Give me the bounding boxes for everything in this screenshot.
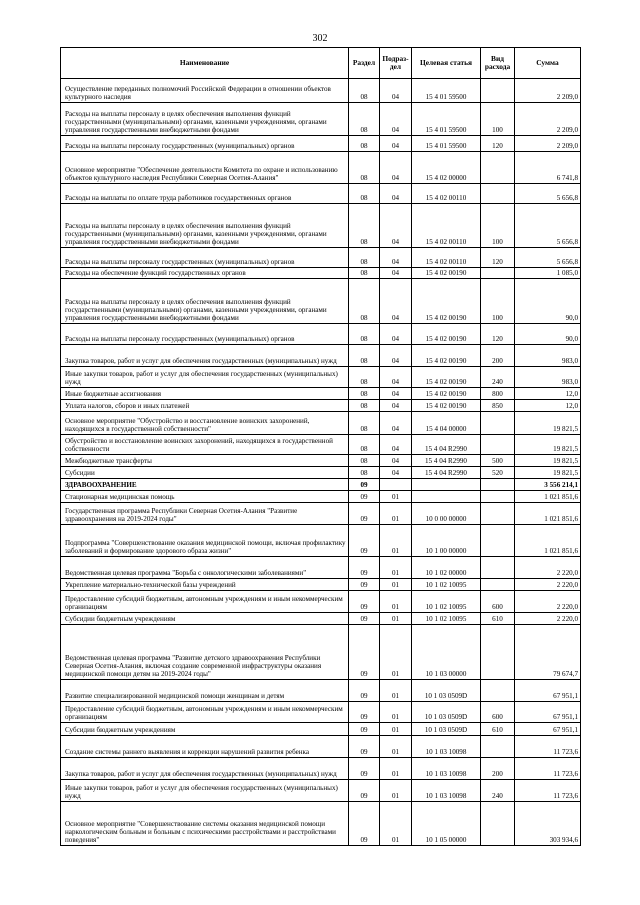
row-section: 08 [349, 268, 380, 279]
table-row [61, 802, 581, 846]
row-name: Закупка товаров, работ и услуг для обеспечения государственных (муниципальных) нужд [61, 345, 349, 367]
table-row [61, 204, 581, 248]
row-amount: 12,0 [515, 388, 581, 400]
row-section: 08 [349, 324, 380, 345]
row-section: 08 [349, 388, 380, 400]
row-subsection [380, 479, 412, 491]
row-name: Обустройство и восстановление воинских захоронений, находящихся в государственной собственности [61, 435, 349, 455]
row-subsection: 01 [380, 736, 412, 758]
row-expense-type [481, 435, 515, 455]
row-expense-type: 800 [481, 388, 515, 400]
row-amount: 5 656,8 [515, 184, 581, 204]
table-row [61, 736, 581, 758]
row-name: Иные бюджетные ассигнования [61, 388, 349, 400]
row-expense-type [481, 184, 515, 204]
row-section: 08 [349, 400, 380, 412]
row-name: Основное мероприятие "Совершенствование системы оказания медицинской помощи наркологическим больным и больным с психическими расстройствами и расстройствами поведения" [61, 802, 349, 846]
row-amount: 67 951,1 [515, 680, 581, 702]
row-subsection: 04 [380, 367, 412, 388]
row-section: 08 [349, 136, 380, 152]
row-subsection: 01 [380, 758, 412, 780]
row-section: 09 [349, 736, 380, 758]
row-amount: 303 934,6 [515, 802, 581, 846]
table-row [61, 702, 581, 723]
row-expense-type: 600 [481, 591, 515, 613]
row-amount: 79 674,7 [515, 625, 581, 680]
row-expense-type [481, 525, 515, 557]
row-subsection: 04 [380, 400, 412, 412]
table-row [61, 136, 581, 152]
row-name: Основное мероприятие "Обустройство и восстановление воинских захоронений, находящихся в государственной собственности" [61, 412, 349, 435]
table-row [61, 184, 581, 204]
row-expense-type: 120 [481, 136, 515, 152]
row-article: 10 1 00 00000 [412, 525, 481, 557]
row-expense-type [481, 579, 515, 591]
row-subsection: 01 [380, 625, 412, 680]
row-expense-type [481, 79, 515, 103]
row-expense-type: 120 [481, 248, 515, 268]
row-section: 09 [349, 702, 380, 723]
row-section: 08 [349, 248, 380, 268]
row-amount: 983,0 [515, 345, 581, 367]
row-name: Предоставление субсидий бюджетным, автономным учреждениям и иным некоммерческим организациям [61, 591, 349, 613]
row-section: 09 [349, 557, 380, 579]
row-article: 15 4 04 R2990 [412, 467, 481, 479]
row-amount: 67 951,1 [515, 723, 581, 736]
row-article: 15 4 02 00190 [412, 367, 481, 388]
row-section: 09 [349, 525, 380, 557]
budget-table [60, 47, 581, 846]
row-expense-type: 100 [481, 204, 515, 248]
row-expense-type: 120 [481, 324, 515, 345]
table-row [61, 367, 581, 388]
header-section: Раздел [349, 48, 380, 79]
row-expense-type [481, 680, 515, 702]
row-section: 08 [349, 345, 380, 367]
row-section: 08 [349, 103, 380, 136]
table-row [61, 400, 581, 412]
table-row [61, 455, 581, 467]
row-name: Подпрограмма "Совершенствование оказания медицинской помощи, включая профилактику заболеваний и формирование здорового образа жизни" [61, 525, 349, 557]
row-amount: 67 951,1 [515, 702, 581, 723]
row-name: Расходы на выплаты персоналу государственных (муниципальных) органов [61, 324, 349, 345]
row-subsection: 04 [380, 268, 412, 279]
row-article: 15 4 01 59500 [412, 79, 481, 103]
row-expense-type [481, 479, 515, 491]
table-row [61, 557, 581, 579]
table-row [61, 491, 581, 503]
row-article: 10 1 03 0509D [412, 723, 481, 736]
row-section: 08 [349, 279, 380, 324]
row-expense-type: 240 [481, 780, 515, 802]
row-amount: 2 220,0 [515, 557, 581, 579]
row-name: Ведомственная целевая программа "Борьба с онкологическими заболеваниями" [61, 557, 349, 579]
row-subsection: 01 [380, 702, 412, 723]
row-name: Уплата налогов, сборов и иных платежей [61, 400, 349, 412]
header-name: Наименование [61, 48, 349, 79]
row-article: 15 4 01 59500 [412, 136, 481, 152]
row-subsection: 01 [380, 802, 412, 846]
row-article: 15 4 02 00190 [412, 279, 481, 324]
row-section: 09 [349, 802, 380, 846]
row-amount: 90,0 [515, 279, 581, 324]
table-row [61, 248, 581, 268]
row-expense-type: 610 [481, 613, 515, 625]
row-article: 15 4 02 00190 [412, 400, 481, 412]
row-article: 15 4 02 00110 [412, 184, 481, 204]
row-article: 15 4 02 00190 [412, 388, 481, 400]
row-subsection: 04 [380, 435, 412, 455]
row-amount: 19 821,5 [515, 412, 581, 435]
row-amount: 2 209,0 [515, 79, 581, 103]
row-expense-type [481, 491, 515, 503]
table-row [61, 479, 581, 491]
row-subsection: 01 [380, 503, 412, 525]
row-section: 08 [349, 79, 380, 103]
row-article: 15 4 04 00000 [412, 412, 481, 435]
row-name: Расходы на выплаты персоналу государственных (муниципальных) органов [61, 248, 349, 268]
row-amount: 3 556 214,1 [515, 479, 581, 491]
table-row [61, 152, 581, 184]
row-article: 15 4 02 00190 [412, 345, 481, 367]
row-subsection: 01 [380, 525, 412, 557]
row-subsection: 01 [380, 680, 412, 702]
table-row [61, 613, 581, 625]
row-name: Расходы на обеспечение функций государственных органов [61, 268, 349, 279]
row-subsection: 04 [380, 324, 412, 345]
table-row [61, 103, 581, 136]
row-article: 15 4 02 00190 [412, 324, 481, 345]
row-name: ЗДРАВООХРАНЕНИЕ [61, 479, 349, 491]
row-name: Расходы на выплаты персоналу в целях обеспечения выполнения функций государственными (муниципальными) органами, казенными учреждениями, органами управления государственными внебюджетными фондами [61, 204, 349, 248]
table-row [61, 268, 581, 279]
row-name: Иные закупки товаров, работ и услуг для обеспечения государственных (муниципальных) нужд [61, 367, 349, 388]
row-expense-type [481, 152, 515, 184]
row-amount: 2 209,0 [515, 136, 581, 152]
row-subsection: 04 [380, 136, 412, 152]
row-article: 10 1 02 00000 [412, 557, 481, 579]
row-section: 09 [349, 591, 380, 613]
row-article: 10 1 03 0509D [412, 680, 481, 702]
row-name: Закупка товаров, работ и услуг для обеспечения государственных (муниципальных) нужд [61, 758, 349, 780]
row-subsection: 04 [380, 279, 412, 324]
row-subsection: 01 [380, 579, 412, 591]
table-row [61, 79, 581, 103]
row-amount: 2 220,0 [515, 613, 581, 625]
row-name: Расходы на выплаты по оплате труда работников государственных органов [61, 184, 349, 204]
row-name: Ведомственная целевая программа "Развитие детского здравоохранения Республики Северная Осетия-Алания, включая создание современной инфраструктуры оказания медицинской помощи детям на 2019-2024 годы" [61, 625, 349, 680]
row-amount: 5 656,8 [515, 248, 581, 268]
row-article: 10 1 03 10098 [412, 736, 481, 758]
row-section: 09 [349, 625, 380, 680]
row-expense-type: 610 [481, 723, 515, 736]
row-section: 08 [349, 152, 380, 184]
row-name: Создание системы раннего выявления и коррекции нарушений развития ребенка [61, 736, 349, 758]
table-row [61, 435, 581, 455]
row-article: 10 1 03 10098 [412, 780, 481, 802]
table-row [61, 324, 581, 345]
row-name: Осуществление переданных полномочий Российской Федерации в отношении объектов культурного наследия [61, 79, 349, 103]
row-amount: 12,0 [515, 400, 581, 412]
row-amount: 1 021 851,6 [515, 491, 581, 503]
table-row [61, 503, 581, 525]
table-row [61, 467, 581, 479]
row-amount: 1 085,0 [515, 268, 581, 279]
row-article: 10 1 02 10095 [412, 591, 481, 613]
row-expense-type [481, 412, 515, 435]
row-expense-type [481, 802, 515, 846]
table-row [61, 680, 581, 702]
row-subsection: 04 [380, 455, 412, 467]
row-section: 08 [349, 467, 380, 479]
row-article: 15 4 02 00110 [412, 204, 481, 248]
header-subsection: Подраз-дел [380, 48, 412, 79]
row-amount: 1 021 851,6 [515, 503, 581, 525]
row-section: 09 [349, 479, 380, 491]
row-subsection: 04 [380, 248, 412, 268]
row-name: Субсидии [61, 467, 349, 479]
row-name: Субсидии бюджетным учреждениям [61, 723, 349, 736]
table-row [61, 591, 581, 613]
row-section: 09 [349, 780, 380, 802]
row-section: 09 [349, 491, 380, 503]
row-name: Расходы на выплаты персоналу государственных (муниципальных) органов [61, 136, 349, 152]
table-row [61, 345, 581, 367]
row-section: 09 [349, 680, 380, 702]
row-expense-type: 500 [481, 455, 515, 467]
row-name: Стационарная медицинская помощь [61, 491, 349, 503]
row-amount: 2 220,0 [515, 591, 581, 613]
row-subsection: 01 [380, 557, 412, 579]
row-subsection: 01 [380, 780, 412, 802]
table-row [61, 758, 581, 780]
row-expense-type [481, 268, 515, 279]
row-article: 10 1 03 10098 [412, 758, 481, 780]
header-amount: Сумма [515, 48, 581, 79]
row-amount: 90,0 [515, 324, 581, 345]
row-amount: 6 741,8 [515, 152, 581, 184]
row-amount: 983,0 [515, 367, 581, 388]
table-row [61, 525, 581, 557]
row-section: 09 [349, 723, 380, 736]
row-section: 09 [349, 758, 380, 780]
row-subsection: 04 [380, 79, 412, 103]
row-article: 15 4 04 R2990 [412, 455, 481, 467]
row-name: Иные закупки товаров, работ и услуг для обеспечения государственных (муниципальных) нужд [61, 780, 349, 802]
row-article [412, 491, 481, 503]
row-expense-type: 600 [481, 702, 515, 723]
row-expense-type: 520 [481, 467, 515, 479]
table-row [61, 579, 581, 591]
table-row [61, 388, 581, 400]
row-amount: 5 656,8 [515, 204, 581, 248]
row-section: 08 [349, 435, 380, 455]
row-amount: 2 220,0 [515, 579, 581, 591]
row-subsection: 04 [380, 103, 412, 136]
header-expense-type: Вид расхода [481, 48, 515, 79]
row-article: 15 4 01 59500 [412, 103, 481, 136]
row-name: Государственная программа Республики Северная Осетия-Алания "Развитие здравоохранения на 2019-2024 годы" [61, 503, 349, 525]
row-article: 10 1 03 00000 [412, 625, 481, 680]
row-amount: 19 821,5 [515, 435, 581, 455]
row-name: Развитие специализированной медицинской помощи женщинам и детям [61, 680, 349, 702]
row-expense-type: 100 [481, 103, 515, 136]
row-article: 15 4 02 00110 [412, 248, 481, 268]
row-amount: 11 723,6 [515, 736, 581, 758]
row-name: Предоставление субсидий бюджетным, автономным учреждениям и иным некоммерческим организациям [61, 702, 349, 723]
row-article: 15 4 02 00190 [412, 268, 481, 279]
row-subsection: 04 [380, 412, 412, 435]
table-header-row [61, 48, 581, 79]
row-subsection: 01 [380, 723, 412, 736]
row-subsection: 04 [380, 345, 412, 367]
page-number: 302 [312, 33, 328, 44]
row-subsection: 04 [380, 388, 412, 400]
row-expense-type [481, 557, 515, 579]
row-article: 10 1 02 10095 [412, 579, 481, 591]
table-row [61, 412, 581, 435]
row-subsection: 01 [380, 613, 412, 625]
table-row [61, 780, 581, 802]
row-section: 09 [349, 579, 380, 591]
table-row [61, 625, 581, 680]
row-expense-type: 240 [481, 367, 515, 388]
row-subsection: 04 [380, 204, 412, 248]
row-amount: 1 021 851,6 [515, 525, 581, 557]
row-article: 10 0 00 00000 [412, 503, 481, 525]
row-article: 15 4 02 00000 [412, 152, 481, 184]
row-name: Субсидии бюджетным учреждениям [61, 613, 349, 625]
row-subsection: 01 [380, 591, 412, 613]
row-name: Основное мероприятие "Обеспечение деятельности Комитета по охране и использованию объектов культурного наследия Республики Северная Осетия-Алания" [61, 152, 349, 184]
row-article: 10 1 02 10095 [412, 613, 481, 625]
header-article: Целевая статья [412, 48, 481, 79]
row-expense-type [481, 625, 515, 680]
row-expense-type: 200 [481, 345, 515, 367]
row-expense-type: 850 [481, 400, 515, 412]
row-section: 09 [349, 613, 380, 625]
row-amount: 19 821,5 [515, 467, 581, 479]
row-section: 08 [349, 184, 380, 204]
row-article: 10 1 05 00000 [412, 802, 481, 846]
row-expense-type [481, 736, 515, 758]
row-article [412, 479, 481, 491]
row-section: 08 [349, 412, 380, 435]
row-name: Расходы на выплаты персоналу в целях обеспечения выполнения функций государственными (муниципальными) органами, казенными учреждениями, органами управления государственными внебюджетными фондами [61, 279, 349, 324]
row-name: Межбюджетные трансферты [61, 455, 349, 467]
row-amount: 19 821,5 [515, 455, 581, 467]
row-subsection: 01 [380, 491, 412, 503]
row-subsection: 04 [380, 184, 412, 204]
row-expense-type: 100 [481, 279, 515, 324]
row-name: Расходы на выплаты персоналу в целях обеспечения выполнения функций государственными (муниципальными) органами, казенными учреждениями, органами управления государственными внебюджетными фондами [61, 103, 349, 136]
row-amount: 11 723,6 [515, 780, 581, 802]
row-name: Укрепление материально-технической базы учреждений [61, 579, 349, 591]
row-subsection: 04 [380, 467, 412, 479]
row-expense-type: 200 [481, 758, 515, 780]
row-article: 10 1 03 0509D [412, 702, 481, 723]
row-article: 15 4 04 R2990 [412, 435, 481, 455]
table-row [61, 279, 581, 324]
row-amount: 11 723,6 [515, 758, 581, 780]
table-body [61, 79, 581, 846]
row-subsection: 04 [380, 152, 412, 184]
row-section: 08 [349, 455, 380, 467]
row-amount: 2 209,0 [515, 103, 581, 136]
row-section: 08 [349, 204, 380, 248]
row-expense-type [481, 503, 515, 525]
row-section: 09 [349, 503, 380, 525]
row-section: 08 [349, 367, 380, 388]
table-row [61, 723, 581, 736]
